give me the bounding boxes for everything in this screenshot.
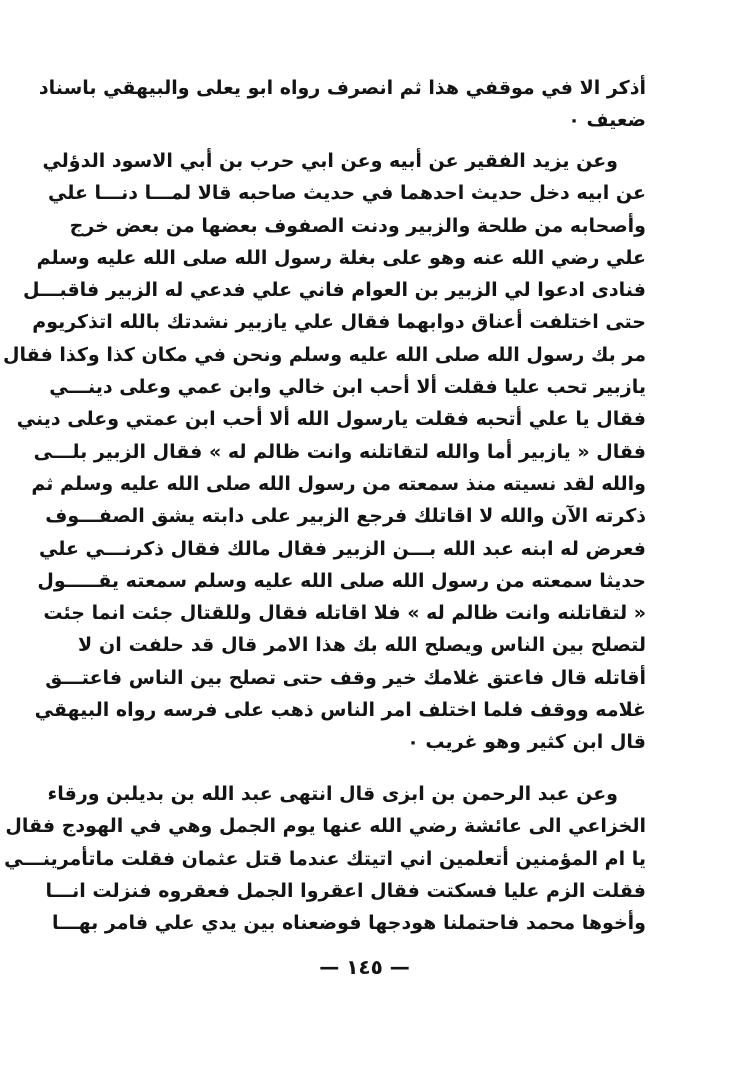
text-line: لتصلح بين الناس ويصلح الله بك هذا الامر قال قد حلفت ان لا (78, 634, 646, 657)
text-line: الخزاعي الى عائشة رضي الله عنها يوم الجمل وهي في الهودج فقال (5, 815, 646, 838)
text-line: « لتقاتلنه وانت ظالم له » فلا اقاتله فقال وللقتال جئت انما جئت (43, 602, 646, 625)
text-line: ذكرته الآن والله لا اقاتلك فرجع الزبير على دابته يشق الصفـــوف (45, 505, 646, 528)
text-line: فقال « يازبير أما والله لتقاتلنه وانت ظالم له » فقال الزبير بلـــى (33, 440, 646, 463)
text-line: قال ابن كثير وهو غريب ٠ (407, 731, 646, 754)
text-line: فقال يا علي أتحبه فقلت يارسول الله ألا أحب ابن عمتي وعلى ديني (16, 408, 646, 431)
text-line: وأخوها محمد فاحتملنا هودجها فوضعناه بين يدي علي فامر بهـــا (51, 912, 646, 935)
text-line: أقاتله قال فاعتق غلامك خير وقف حتى تصلح بين الناس فاعتـــق (45, 666, 646, 689)
text-line: فعرض له ابنه عبد الله بـــن الزبير فقال مالك فقال ذكرنـــي علي (38, 537, 646, 560)
page-number: — ١٤٥ — (319, 955, 410, 979)
text-line: حتى اختلفت أعناق دوابهما فقال علي يازبير نشدتك بالله اتذكريوم (32, 311, 646, 334)
text-line: عن ابيه دخل حديث احدهما في حديث صاحبه قالا لمـــا دنـــا علي (47, 182, 646, 205)
text-line: والله لقد نسيته منذ سمعته من رسول الله صلى الله عليه وسلم ثم (31, 472, 646, 495)
text-line: يازبير تحب عليا فقلت ألا أحب ابن خالي وابن عمي وعلى دينـــي (49, 376, 646, 399)
text-line: وعن عبد الرحمن بن ابزى قال انتهى عبد الله بن بديلبن ورقاء (47, 783, 618, 805)
text-line: علي رضي الله عنه وهو على بغلة رسول الله صلى الله عليه وسلم (36, 246, 646, 269)
text-line: ضعيف ٠ (568, 109, 646, 132)
text-line: مر بك رسول الله صلى الله عليه وسلم ونحن في مكان كذا وكذا فقال (3, 343, 646, 366)
text-line: وأصحابه من طلحة والزبير ودنت الصفوف بعضها من بعض خرج (69, 214, 646, 237)
text-line: يا ام المؤمنين أتعلمين اني اتيتك عندما قتل عثمان فقلت ماتأمرينـــي (4, 847, 646, 870)
text-line: فقلت الزم عليا فسكتت فقال اعقروا الجمل فعقروه فنزلت انـــا (45, 879, 646, 902)
paragraph-1 (38, 72, 646, 137)
paragraph-3 (4, 778, 646, 939)
text-line: فنادى ادعوا لي الزبير بن العوام فاني علي فدعي له الزبير فاقبـــل (23, 279, 646, 302)
text-line: أذكر الا في موقفي هذا ثم انصرف رواه ابو يعلى والبيهقي باسناد (38, 77, 646, 99)
paragraph-2 (3, 145, 646, 759)
text-line: وعن يزيد الفقير عن أبيه وعن ابي حرب بن أبي الاسود الدؤلي (42, 150, 618, 172)
text-line: حديثا سمعته من رسول الله صلى الله عليه وسلم سمعته يقـــــول (37, 569, 646, 592)
text-line: غلامه ووقف فلما اختلف امر الناس ذهب على فرسه رواه البيهقي (34, 699, 646, 722)
